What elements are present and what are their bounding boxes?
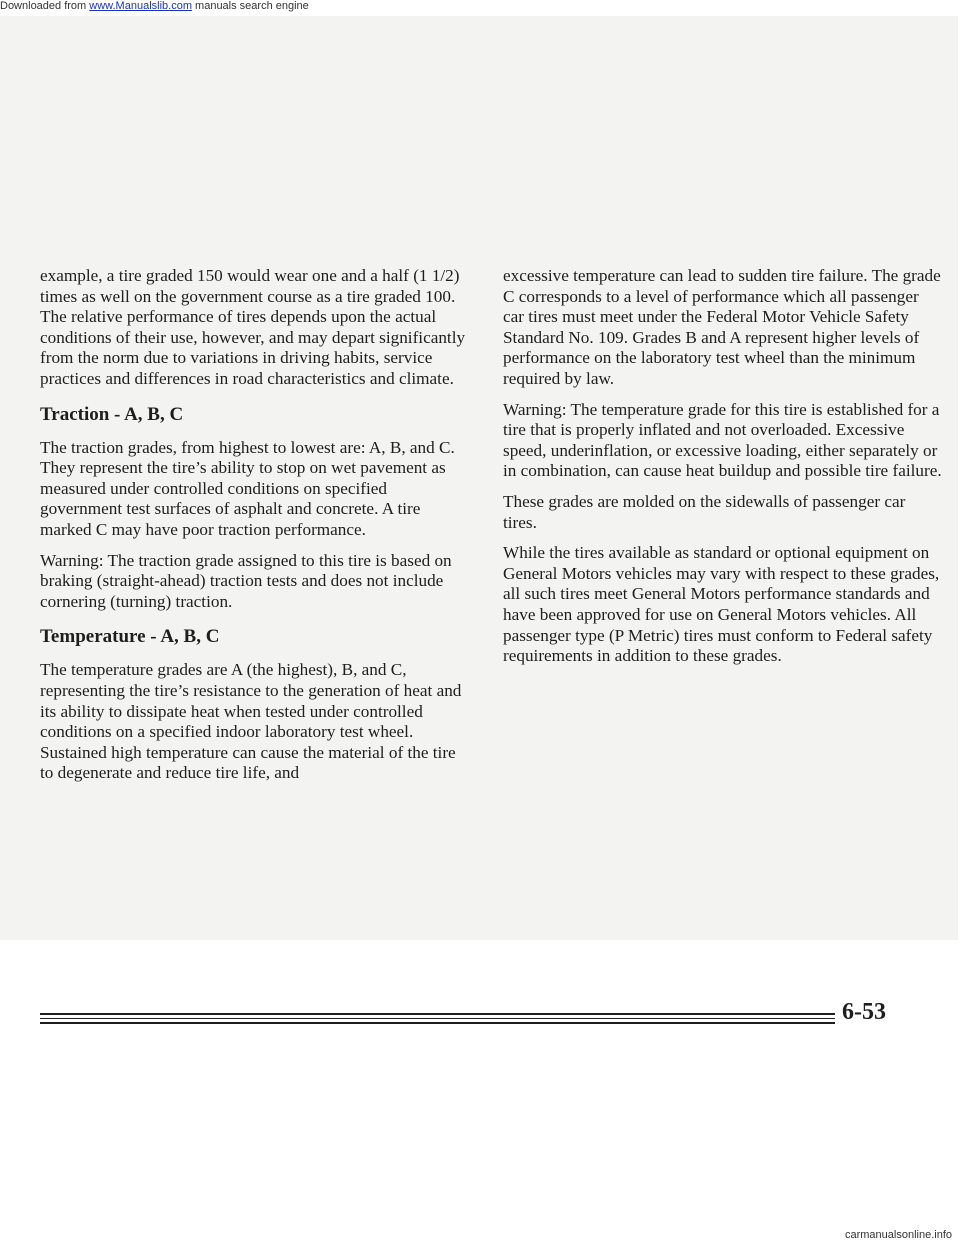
left-column	[40, 266, 470, 794]
download-header	[0, 0, 960, 12]
manualslib-link[interactable]: www.Manualslib.com	[89, 0, 192, 12]
paragraph-traction-grades: The traction grades, from highest to lowest are: A, B, and C. They represent the tire’s ability to stop on wet pavement as measured under controlled conditions on specified government test surfaces of asphalt and concrete. A tire marked C may have poor traction performance.	[40, 437, 455, 539]
header-suffix: manuals search engine	[191, 0, 309, 12]
heading-temperature: Temperature - A, B, C	[40, 626, 220, 648]
footer-rule	[40, 1018, 835, 1019]
heading-traction: Traction - A, B, C	[40, 403, 184, 425]
watermark-footer	[0, 1228, 960, 1242]
paragraph-temperature-grades: The temperature grades are A (the highest), B, and C, representing the tire’s resistance to the generation of heat and its ability to dissipate heat when tested under controlled conditions on a specified indoor laboratory test wheel. Sustained high temperature can cause the material of the tire to degenerate and reduce tire life, and	[40, 660, 462, 783]
paragraph-gm-standards: While the tires available as standard or optional equipment on General Motors vehicles may vary with respect to these grades, all such tires meet General Motors performance standards and have been approved for use on General Motors vehicles. All passenger type (P Metric) tires must conform to Federal safety requirements in addition to these grades.	[503, 543, 940, 666]
paragraph-sidewall-molding: These grades are molded on the sidewalls of passenger car tires.	[503, 491, 906, 532]
header-prefix: Downloaded from	[0, 0, 90, 12]
right-column	[503, 266, 943, 677]
footer-text: carmanualsonline.info	[844, 1229, 952, 1241]
footer-rule	[40, 1022, 835, 1024]
page-number: 6-53	[842, 999, 886, 1025]
paragraph-temperature-warning: Warning: The temperature grade for this tire is established for a tire that is properly inflated and not overloaded. Excessive speed, underinflation, or excessive loading, either separately or in combination, can cause heat buildup and possible tire failure.	[503, 399, 942, 481]
paragraph-traction-warning: Warning: The traction grade assigned to this tire is based on braking (straight-ahead) traction tests and does not include cornering (turning) traction.	[40, 550, 452, 611]
footer-rule	[40, 1013, 835, 1015]
paragraph-temperature-continued: excessive temperature can lead to sudden tire failure. The grade C corresponds to a level of performance which all passenger car tires must meet under the Federal Motor Vehicle Safety Standard No. 109. Grades B and A represent higher levels of performance on the laboratory test wheel than the minimum required by law.	[503, 266, 941, 388]
paragraph-treadwear-example: example, a tire graded 150 would wear one and a half (1 1/2) times as well on the government course as a tire graded 100. The relative performance of tires depends upon the actual conditions of their use, however, and may depart significantly from the norm due to variations in driving habits, service practices and differences in road characteristics and climate.	[40, 266, 466, 388]
